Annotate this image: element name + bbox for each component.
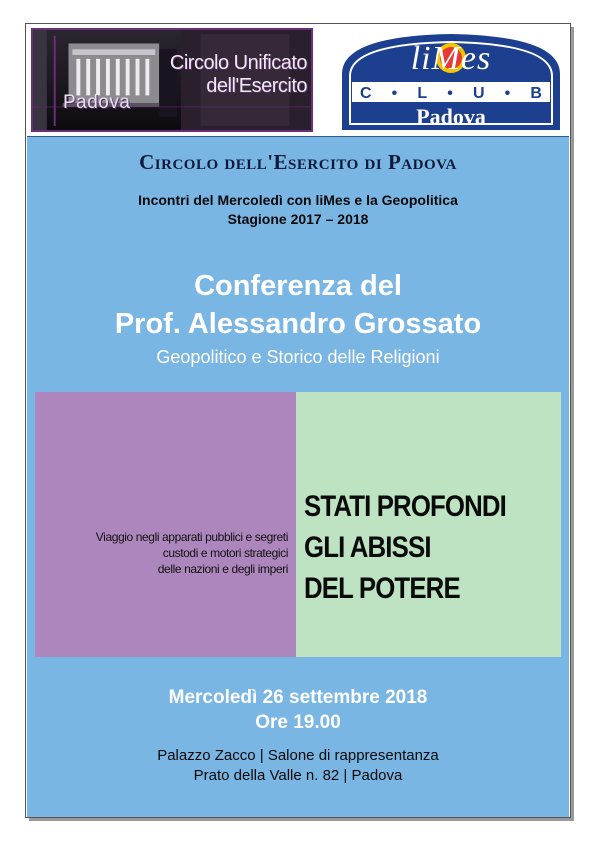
venue-line-1: Palazzo Zacco | Salone di rappresentanza: [157, 747, 439, 764]
frame-shadow-bottom: [29, 818, 574, 821]
club-dot: •: [504, 85, 511, 102]
limes-city: Padova: [416, 104, 486, 129]
circolo-logo: [31, 28, 313, 132]
event-venue: [27, 746, 569, 786]
title-line-2: GLI ABISSI: [304, 531, 431, 564]
circolo-logo-line1: Circolo Unificato: [169, 52, 307, 74]
series-line-1: Incontri del Mercoledì con liMes e la Geopolitica: [138, 192, 458, 208]
tagline-line-1: Viaggio negli apparati pubblici e segreti: [95, 530, 288, 544]
speaker-role: Geopolitico e Storico delle Religioni: [156, 347, 440, 367]
conference-title: [304, 486, 519, 609]
circolo-logo-city: Padova: [63, 92, 131, 113]
club-dot: •: [391, 85, 398, 102]
venue-line-2: Prato della Valle n. 82 | Padova: [193, 767, 403, 784]
speaker-name: Prof. Alessandro Grossato: [114, 308, 482, 340]
conference-heading: [27, 267, 569, 343]
tagline-line-2: custodi e motori strategici: [162, 546, 288, 560]
tagline-line-3: delle nazioni e degli imperi: [157, 562, 288, 576]
frame-shadow-right: [571, 27, 574, 821]
event-time: Ore 19.00: [255, 712, 341, 733]
circolo-logo-line2: dell'Esercito: [206, 75, 307, 97]
limes-title: liMes: [410, 40, 492, 77]
title-line-1: STATI PROFONDI: [304, 490, 507, 523]
club-letter: B: [530, 85, 542, 102]
event-datetime: [27, 685, 569, 735]
event-date: Mercoledì 26 settembre 2018: [168, 687, 428, 708]
title-box: [296, 392, 561, 657]
organizer-heading: Circolo dell'Esercito di Padova: [139, 150, 457, 174]
club-dot: •: [447, 85, 453, 102]
content-panel: [27, 136, 569, 817]
conference-line-1: Conferenza del: [194, 270, 402, 302]
circolo-logo-text: [167, 52, 307, 98]
limes-club-logo: [340, 30, 562, 132]
club-letters: [354, 85, 548, 103]
club-letter: C: [360, 85, 372, 102]
tagline-text: [48, 529, 288, 577]
club-letter: L: [417, 85, 428, 102]
season-line: Stagione 2017 – 2018: [227, 211, 369, 227]
club-letter: U: [473, 85, 485, 102]
series-heading: [27, 191, 569, 229]
title-line-3: DEL POTERE: [304, 572, 460, 605]
tagline-box: [35, 392, 296, 657]
